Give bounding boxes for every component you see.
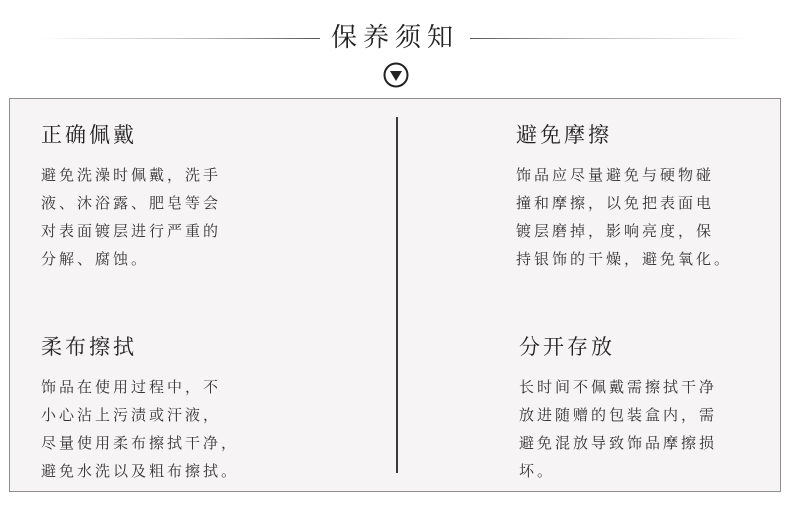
body-line: 液、沐浴露、肥皂等会	[41, 194, 222, 212]
section-wear-correctly	[41, 121, 271, 273]
vertical-divider	[396, 117, 398, 473]
body-line: 撞和摩擦，以免把表面电	[516, 194, 715, 212]
body-line: 避免水洗以及粗布擦拭。	[41, 462, 240, 480]
page-title: 保养须知	[330, 23, 459, 53]
section-soft-cloth-wipe	[41, 333, 281, 485]
section-body	[41, 373, 281, 485]
care-instructions-panel	[9, 98, 781, 492]
section-store-separately	[519, 333, 759, 485]
section-body	[519, 373, 759, 485]
body-line: 避免混放导致饰品摩擦损	[519, 434, 718, 452]
section-title: 避免摩擦	[516, 123, 612, 147]
section-title: 正确佩戴	[41, 123, 137, 147]
chevron-down-circle-icon	[383, 62, 409, 88]
body-line: 饰品应尽量避免与硬物碰	[516, 166, 715, 184]
section-title: 柔布擦拭	[41, 335, 137, 359]
header	[0, 0, 790, 96]
body-line: 避免洗澡时佩戴，洗手	[41, 166, 222, 184]
body-line: 坏。	[519, 462, 556, 480]
body-line: 放进随赠的包装盒内，需	[519, 406, 718, 424]
left-divider-line	[40, 38, 320, 39]
section-avoid-friction	[516, 121, 766, 273]
section-body	[41, 161, 271, 273]
right-divider-line	[470, 38, 752, 39]
body-line: 镀层磨掉，影响亮度，保	[516, 222, 715, 240]
body-line: 长时间不佩戴需擦拭干净	[519, 378, 718, 396]
section-body	[516, 161, 766, 273]
body-line: 分解、腐蚀。	[41, 250, 150, 268]
body-line: 对表面镀层进行严重的	[41, 222, 222, 240]
body-line: 小心沾上污渍或汗液，	[41, 406, 222, 424]
body-line: 饰品在使用过程中，不	[41, 378, 222, 396]
section-title: 分开存放	[519, 335, 615, 359]
body-line: 持银饰的干燥，避免氧化。	[516, 250, 733, 268]
body-line: 尽量使用柔布擦拭干净，	[41, 434, 240, 452]
